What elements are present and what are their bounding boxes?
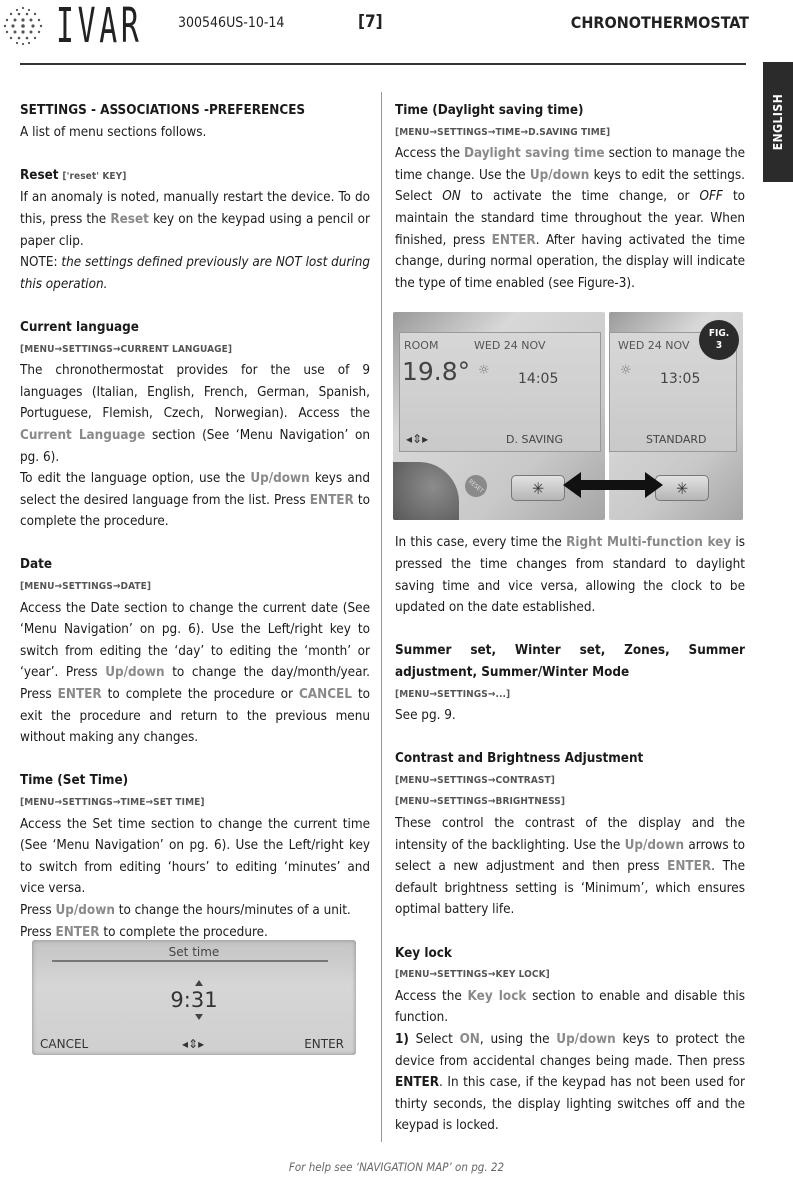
key-reset: Reset — [110, 211, 149, 227]
key-on: ON — [459, 1032, 480, 1047]
language-tab — [763, 62, 793, 182]
menu-path: [MENU→SETTINGS→DATE] — [20, 581, 152, 593]
lcd-time: 9:31 — [170, 988, 218, 1012]
date-label: WED 24 NOV — [618, 339, 690, 352]
key-enter: ENTER — [309, 492, 354, 508]
language-tab-label: ENGLISH — [771, 93, 786, 151]
header-divider — [20, 63, 746, 65]
lcd-title: Set time — [168, 945, 220, 959]
paragraph: See pg. 9. — [395, 708, 456, 724]
key-enter: ENTER — [57, 687, 102, 703]
sun-icon: ☼ — [478, 363, 490, 378]
paragraph: To edit the language option, use the Up/down keys and select the desired language from the list. Press ENTER to complete the procedure. — [20, 471, 370, 530]
ivar-logo-globe-icon — [0, 4, 46, 48]
section-heading-set-time: Time (Set Time) — [20, 773, 129, 789]
paragraph: Press Up/down to change the hours/minutes of a unit. — [20, 902, 351, 918]
paragraph: A list of menu sections follows. — [20, 124, 207, 140]
time-mode-label: D. SAVING — [506, 433, 563, 446]
right-multifunction-key-icon: ✳ — [511, 475, 565, 501]
lcd-rule — [52, 960, 328, 962]
paragraph: Access the Date section to change the current date (See ‘Menu Navigation’ on pg. 6). Use the Left/right key to switch from editing the ‘day’ to editing the ‘month’ or ‘year’. Press Up/down to change the day/month/year. Press ENTER to complete the procedure or CANCEL to exit the procedure and return to the previous menu without making any changes. — [20, 600, 371, 746]
ivar-logo-text: IVAR — [56, 0, 143, 54]
lcd-enter-label: ENTER — [304, 1037, 344, 1051]
menu-path: [MENU→SETTINGS→TIME→D.SAVING TIME] — [395, 126, 611, 138]
double-arrow-icon — [563, 472, 663, 498]
paragraph: Access the Set time section to change the current time (See ‘Menu Navigation’ on pg. 6). Use the Left/right key to switch from editing ‘hours’ to editing ‘minutes’ and vice versa. — [20, 816, 370, 897]
room-temperature: 19.8° — [402, 357, 471, 386]
section-heading-daylight-saving: Time (Daylight saving time) — [395, 103, 584, 118]
menu-path: [MENU→SETTINGS→KEY LOCK] — [395, 969, 550, 981]
key-enter: ENTER — [491, 232, 536, 248]
column-divider — [381, 92, 382, 1142]
key-up-down: Up/down — [105, 665, 165, 681]
key-up-down: Up/down — [556, 1032, 616, 1047]
up-arrow-icon — [195, 980, 203, 986]
figure-badge: FIG. 3 — [699, 320, 739, 360]
key-current-language: Current Language — [20, 427, 146, 443]
down-arrow-icon — [195, 1014, 203, 1020]
room-label: ROOM — [404, 339, 439, 352]
key-up-down: Up/down — [624, 837, 685, 853]
key-right-multifunction: Right Multi-function key — [566, 535, 732, 551]
lcd-cancel-label: CANCEL — [40, 1037, 89, 1051]
section-heading-summer-settings: Summer set, Winter set, Zones, Summer adjustment, Summer/Winter Mode — [395, 643, 745, 680]
key-enter: ENTER — [395, 1075, 440, 1091]
paragraph: These control the contrast of the display and the intensity of the backlighting. Use the Up/down arrows to select a new adjustment and then press ENTER. The default brightness setting is ‘Minimum’, which ensures optimal battery life. — [395, 816, 746, 918]
key-up-down: Up/down — [529, 167, 590, 183]
reset-key-tag: ['reset' KEY] — [62, 170, 127, 182]
paragraph: Access the Daylight saving time section to manage the time change. Use the Up/down keys to edit the settings. Select ON to activate the time change, or OFF to maintain the standard time throughout the year. When finished, press ENTER. After having activated the time change, during normal operation, the display will indicate the type of time enabled (see Figure-3). — [395, 146, 746, 291]
menu-path: [MENU→SETTINGS→TIME→SET TIME] — [20, 797, 205, 808]
clock-time: 13:05 — [660, 371, 701, 387]
navigation-pad-icon — [393, 462, 459, 520]
right-column — [395, 100, 745, 1137]
key-up-down: Up/down — [250, 471, 310, 487]
section-heading-settings: SETTINGS - ASSOCIATIONS -PREFERENCES — [20, 103, 306, 118]
section-heading-contrast: Contrast and Brightness Adjustment — [395, 751, 644, 767]
key-enter: ENTER — [55, 924, 100, 940]
menu-path: [MENU→SETTINGS→...] — [395, 688, 511, 700]
menu-path: [MENU→SETTINGS→CURRENT LANGUAGE] — [20, 343, 233, 355]
section-heading-key-lock: Key lock — [395, 945, 452, 961]
reset-button-icon: RESET — [461, 471, 492, 502]
time-mode-label: STANDARD — [646, 433, 707, 446]
document-code: 300546US-10-14 — [178, 15, 285, 31]
sun-icon: ☼ — [620, 363, 632, 378]
menu-path: [MENU→SETTINGS→BRIGHTNESS] — [395, 796, 566, 808]
section-heading-current-language: Current language — [20, 319, 139, 335]
key-daylight-saving: Daylight saving time — [463, 146, 605, 162]
key-up-down: Up/down — [55, 902, 115, 918]
footer-help-text: For help see ‘NAVIGATION MAP’ on pg. 22 — [288, 1160, 505, 1174]
paragraph: If an anomaly is noted, manually restart the device. To do this, press the Reset key on the keypad using a pencil or paper clip. — [20, 190, 370, 249]
paragraph: Press ENTER to complete the procedure. — [20, 924, 268, 940]
right-multifunction-key-icon: ✳ — [655, 475, 709, 501]
set-time-display-image — [32, 940, 356, 1055]
key-enter: ENTER — [667, 859, 712, 875]
key-key-lock: Key lock — [467, 988, 527, 1004]
paragraph: The chronothermostat provides for the use of 9 languages (Italian, English, French, German, Spanish, Portuguese, Flemish, Czech, Norwegian). Access the Current Language section (See ‘Menu Navigation’ on pg. 6). — [20, 363, 370, 465]
left-column — [20, 100, 370, 943]
section-heading-date: Date — [20, 557, 53, 573]
lcd-screen — [399, 332, 601, 452]
paragraph: In this case, every time the Right Multi-function key is pressed the time changes from standard to daylight saving time and vice versa, allowing the clock to be updated on the date established. — [395, 535, 746, 616]
paragraph: 1) Select ON, using the Up/down keys to protect the device from accidental changes being made. Then press ENTER. In this case, if the keypad has not been used for thirty seconds, the display lighting switches off and the keypad is locked. — [395, 1032, 746, 1134]
key-cancel: CANCEL — [298, 687, 352, 703]
note-paragraph: NOTE: the settings defined previously are NOT lost during this operation. — [20, 255, 371, 292]
clock-time: 14:05 — [518, 371, 559, 387]
navigation-arrows-icon: ◂⇕▸ — [406, 432, 429, 446]
figure-3 — [393, 312, 743, 520]
header-title: CHRONOTHERMOSTAT — [570, 13, 749, 32]
menu-path: [MENU→SETTINGS→CONTRAST] — [395, 774, 555, 786]
paragraph: Access the Key lock section to enable and disable this function. — [395, 988, 746, 1026]
lcd-navigation-arrows-icon: ◂⇕▸ — [182, 1037, 205, 1051]
date-label: WED 24 NOV — [474, 339, 546, 352]
page-number: [7] — [358, 12, 383, 32]
section-heading-reset: Reset ['reset' KEY] — [20, 167, 127, 183]
